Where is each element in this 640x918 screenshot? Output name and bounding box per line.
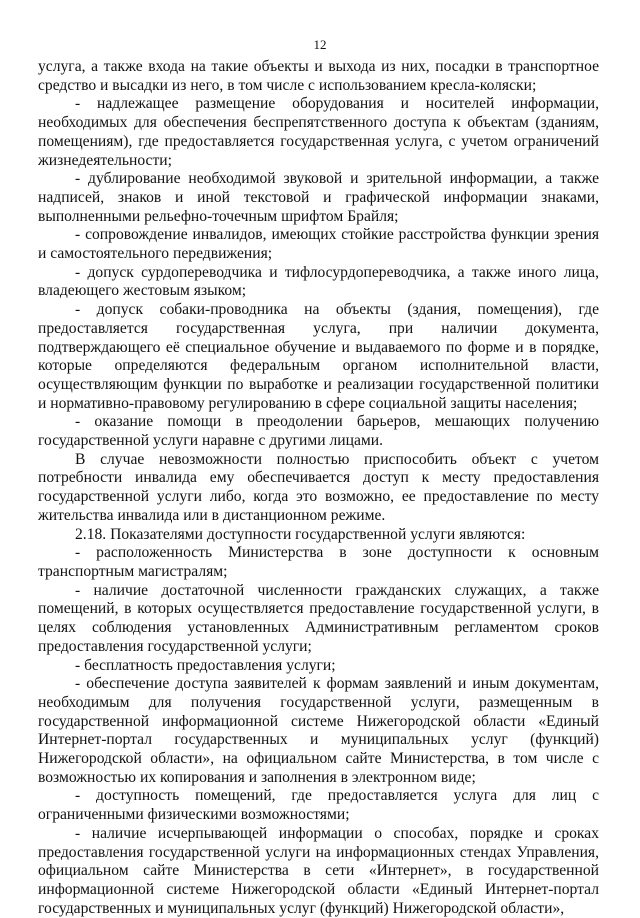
list-item: - надлежащее размещение оборудования и носителей информации, необходимых для обеспечения беспрепятственного доступа к объектам (зданиям, помещениям), где предоставляется государственная услуга, с учетом ограничений жизнедеятельности;	[38, 95, 599, 169]
list-item: - допуск собаки-проводника на объекты (здания, помещения), где предоставляется государственная услуга, при наличии документа, подтверждающего её специальное обучение и выдаваемого по форме и в порядке, которые определяются федеральным органом исполнительной власти, осуществляющим функции по выработке и реализации государственной политики и нормативно-правовому регулированию в сфере социальной защиты населения;	[38, 301, 599, 412]
list-item: - наличие достаточной численности гражданских служащих, а также помещений, в которых осуществляется предоставление государственной услуги, в целях соблюдения установленных Административным регламентом сроков предоставления государственной услуги;	[38, 581, 599, 655]
document-body	[38, 58, 599, 918]
page-number: 12	[313, 37, 327, 52]
list-item: - сопровождение инвалидов, имеющих стойкие расстройства функции зрения и самостоятельного передвижения;	[38, 226, 599, 263]
list-item: - дублирование необходимой звуковой и зрительной информации, а также надписей, знаков и иной текстовой и графической информации знаками, выполненными рельефно-точечным шрифтом Брайля;	[38, 170, 599, 225]
section-heading-paragraph: 2.18. Показателями доступности государственной услуги являются:	[75, 525, 526, 543]
list-item: - оказание помощи в преодолении барьеров, мешающих получению государственной услуги наравне с другими лицами.	[38, 413, 599, 450]
list-item: - обеспечение доступа заявителей к формам заявлений и иным документам, необходимым для получения государственной услуги, размещенным в государственной информационной системе Нижегородской области «Единый Интернет-портал государственных и муниципальных услуг (функций) Нижегородской области», на официальном сайте Министерства, в том числе с возможностью их копирования и заполнения в электронном виде;	[38, 675, 599, 786]
list-item: - доступность помещений, где предоставляется услуга для лиц с ограниченными физическими возможностями;	[38, 787, 599, 824]
paragraph: В случае невозможности полностью приспособить объект с учетом потребности инвалида ему обеспечивается доступ к месту предоставления государственной услуги либо, когда это возможно, ее предоставление по месту жительства инвалида или в дистанционном режиме.	[38, 450, 599, 524]
list-item: - расположенность Министерства в зоне доступности к основным транспортным магистралям;	[38, 544, 599, 580]
list-item: - наличие исчерпывающей информации о способах, порядке и сроках предоставления государственной услуги на информационных стендах Управления, официальном сайте Министерства в сети «Интернет», в государственной информационной системе Нижегородской области «Единый Интернет-портал государственных и муниципальных услуг (функций) Нижегородской области»,	[38, 824, 599, 917]
paragraph-continuation: услуга, а также входа на такие объекты и выхода из них, посадки в транспортное средство и высадки из него, в том числе с использованием кресла-коляски;	[38, 58, 599, 94]
list-item: - бесплатность предоставления услуги;	[75, 656, 336, 674]
list-item: - допуск сурдопереводчика и тифлосурдопереводчика, а также иного лица, владеющего жестовым языком;	[38, 263, 599, 300]
